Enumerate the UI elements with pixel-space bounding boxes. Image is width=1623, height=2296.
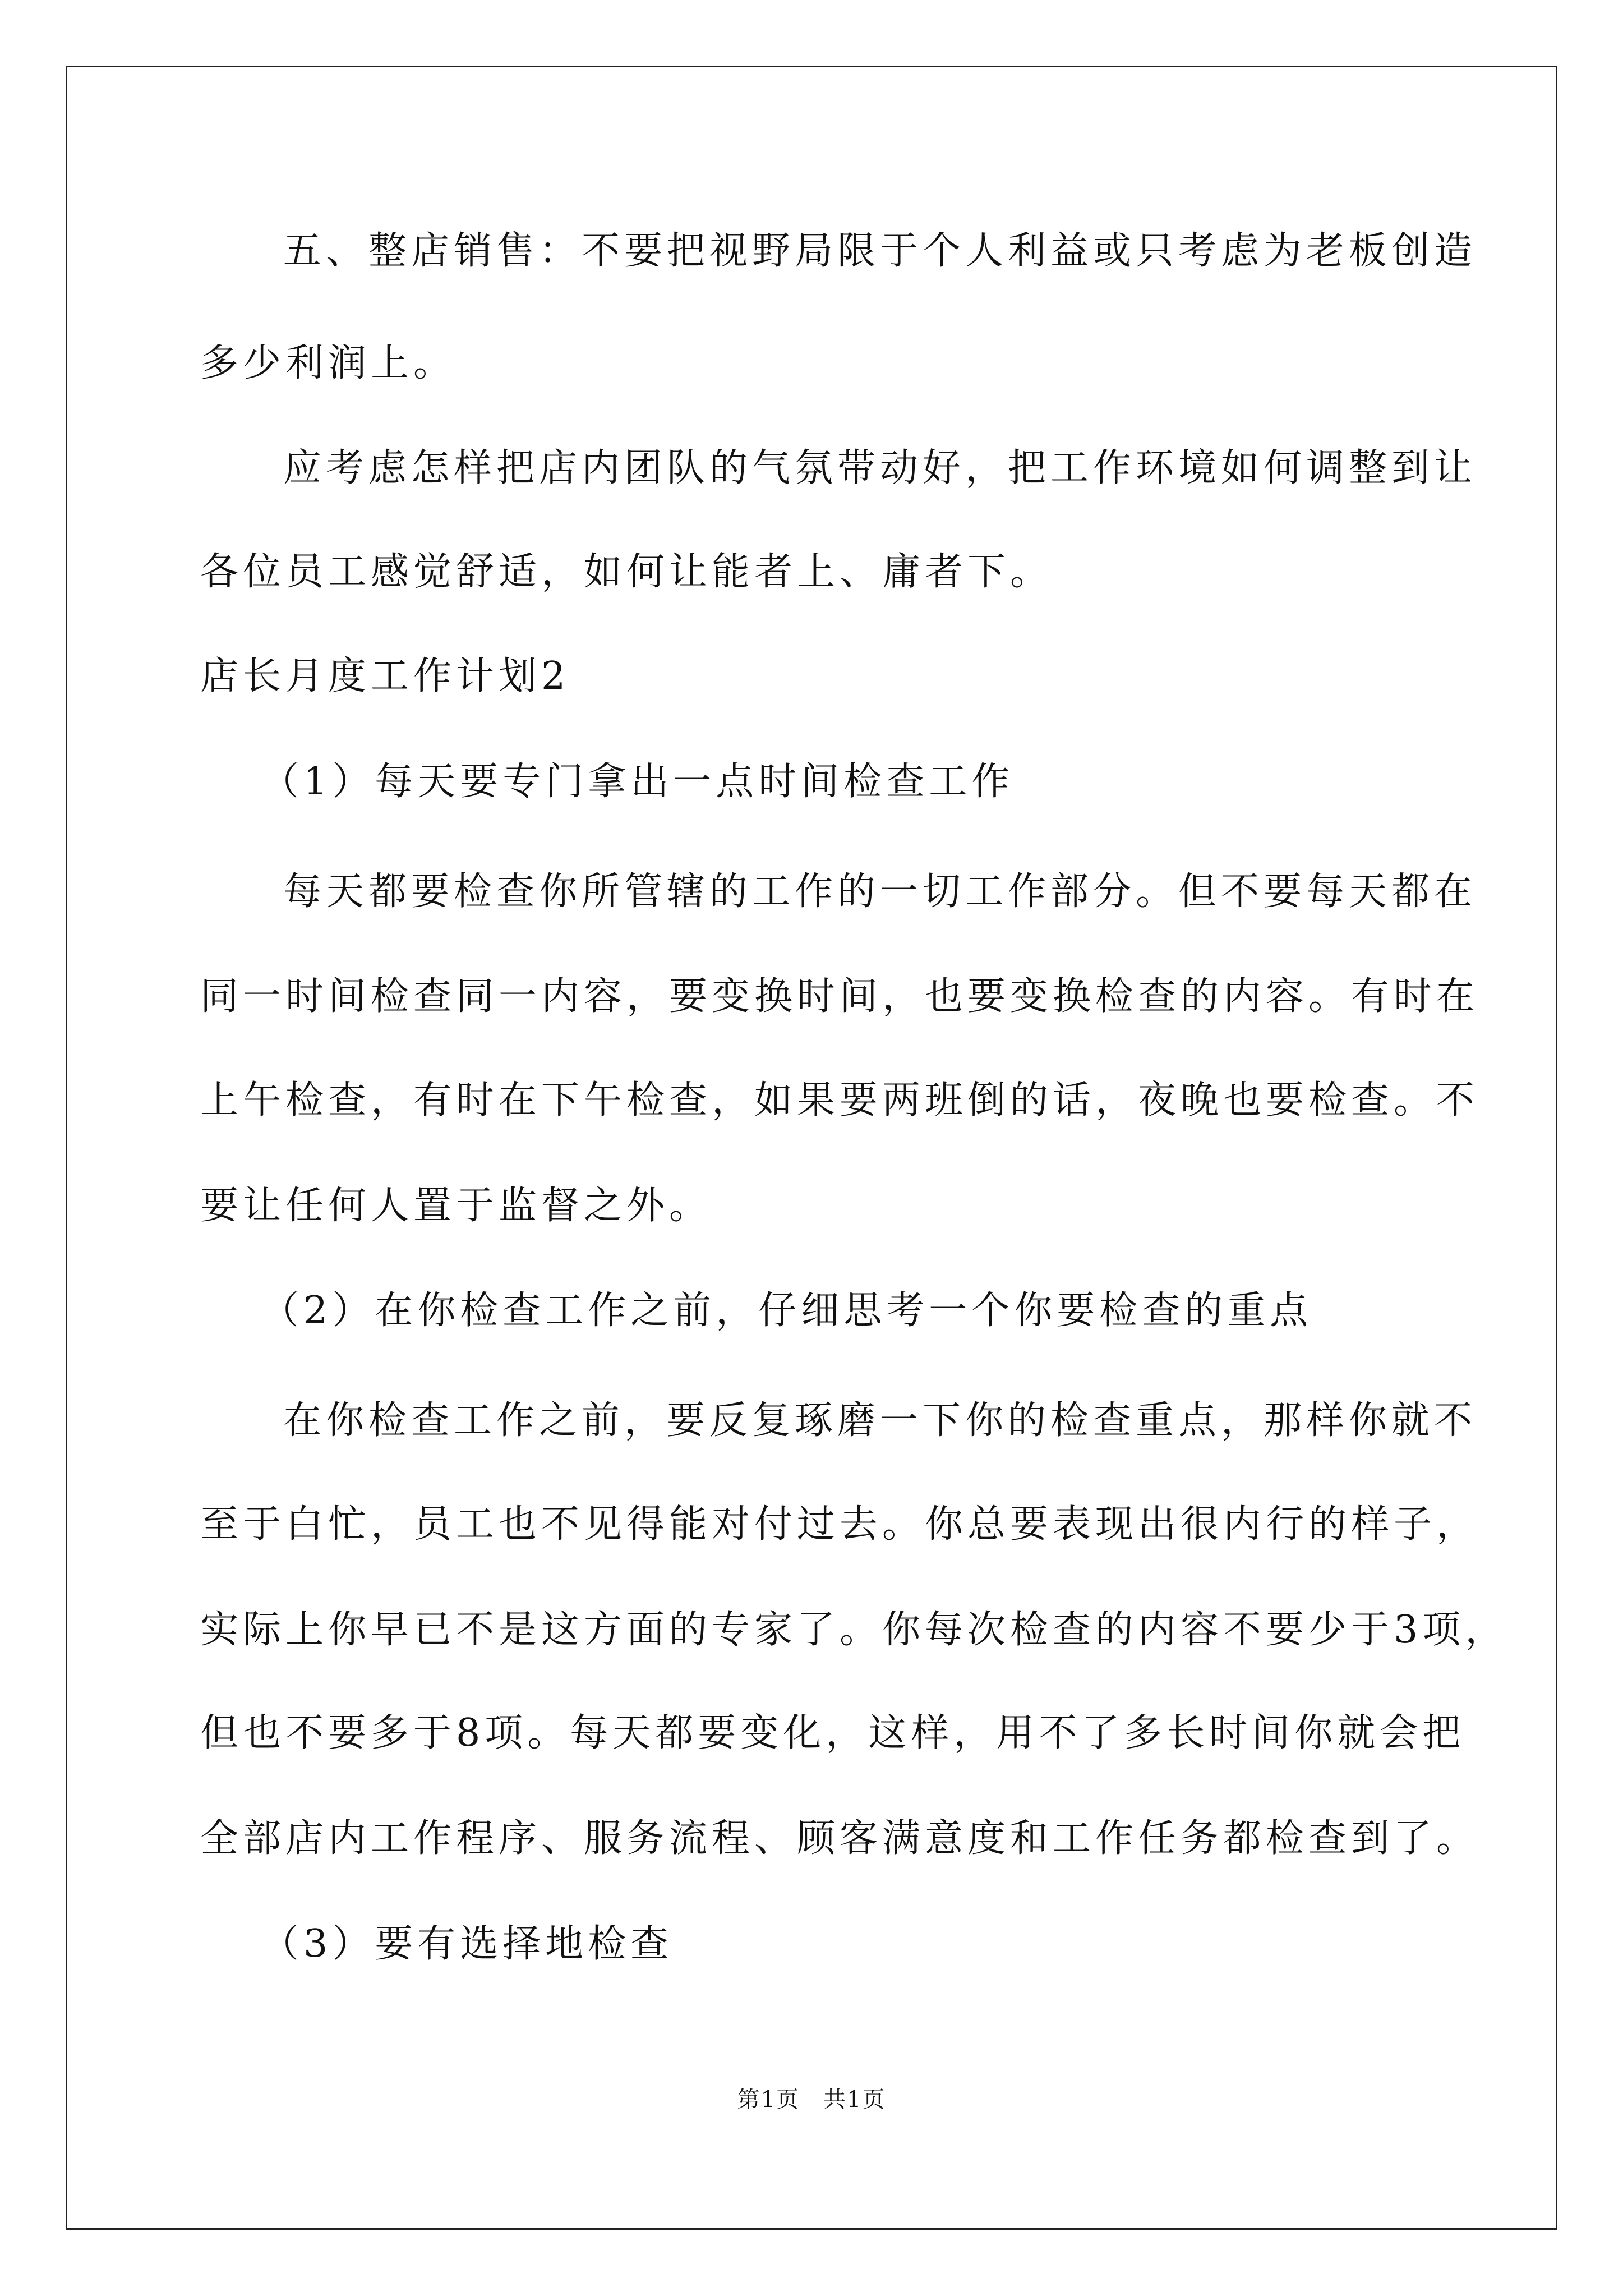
paragraph-line: 各位员工感觉舒适，如何让能者上、庸者下。: [200, 550, 1053, 594]
paragraph-line: 应考虑怎样把店内团队的气氛带动好，把工作环境如何调整到让: [283, 446, 1477, 490]
paragraph-line: 但也不要多于8项。每天都要变化，这样，用不了多长时间你就会把: [200, 1711, 1465, 1755]
subheading: （2）在你检查工作之前，仔细思考一个你要检查的重点: [261, 1289, 1313, 1333]
section-heading: 店长月度工作计划2: [200, 654, 570, 698]
paragraph-line: 每天都要检查你所管辖的工作的一切工作部分。但不要每天都在: [283, 869, 1477, 914]
paragraph-line: 上午检查，有时在下午检查，如果要两班倒的话，夜晚也要检查。不: [200, 1078, 1479, 1122]
page-number-footer: 第1页 共1页: [737, 2087, 886, 2113]
paragraph-line: 全部店内工作程序、服务流程、顾客满意度和工作任务都检查到了。: [200, 1816, 1479, 1861]
subheading: （1）每天要专门拿出一点时间检查工作: [261, 760, 1015, 804]
paragraph-line: 实际上你早已不是这方面的专家了。你每次检查的内容不要少于3项，: [200, 1608, 1508, 1652]
subheading: （3）要有选择地检查: [261, 1922, 674, 1966]
paragraph-line: 在你检查工作之前，要反复琢磨一下你的检查重点，那样你就不: [283, 1398, 1477, 1443]
paragraph-line: 五、整店销售：不要把视野局限于个人利益或只考虑为老板创造: [283, 229, 1477, 273]
page-border: [66, 66, 1557, 2230]
paragraph-line: 多少利润上。: [200, 341, 457, 385]
paragraph-line: 至于白忙，员工也不见得能对付过去。你总要表现出很内行的样子，: [200, 1502, 1479, 1547]
paragraph-line: 同一时间检查同一内容，要变换时间，也要变换检查的内容。有时在: [200, 974, 1479, 1019]
paragraph-line: 要让任何人置于监督之外。: [200, 1184, 712, 1228]
